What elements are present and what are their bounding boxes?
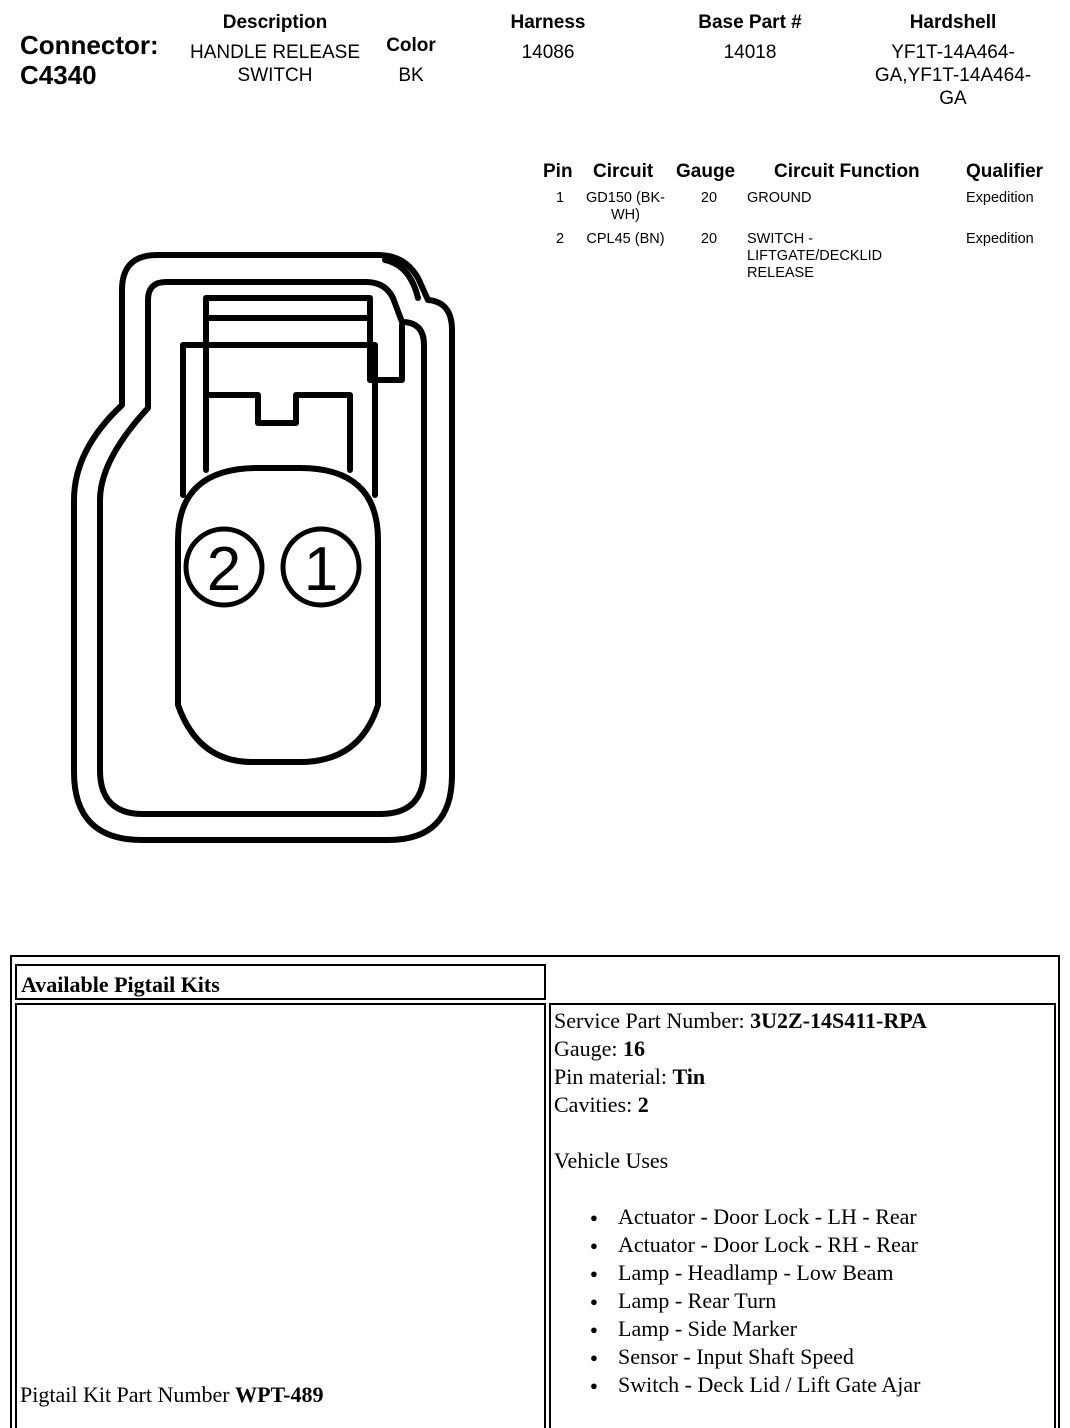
base-part-value: 14018 (723, 42, 777, 63)
list-item: ● Lamp - Side Marker (590, 1315, 927, 1343)
description-value (175, 41, 375, 87)
pin-qualifier: Expedition (966, 231, 1034, 247)
pin-gauge: 20 (700, 190, 718, 206)
circuit-line: WH) (611, 207, 640, 223)
gauge-value: 16 (623, 1036, 646, 1061)
function-line: LIFTGATE/DECKLID (747, 248, 883, 264)
cavities-value: 2 (637, 1092, 649, 1117)
color-value: BK (398, 65, 424, 86)
hardshell-value (858, 41, 1048, 110)
pin-qualifier: Expedition (966, 190, 1034, 206)
service-part-label: Service Part Number: (554, 1008, 751, 1033)
pin-circuit (578, 231, 673, 248)
function-line: GROUND (747, 190, 812, 206)
pin-material-value: Tin (672, 1064, 706, 1089)
col-header-gauge: Gauge (676, 161, 736, 182)
pin-number: 2 (555, 231, 565, 247)
harness-value: 14086 (521, 42, 575, 63)
harness-label: Harness (510, 12, 586, 33)
pin-function (747, 231, 882, 282)
list-item: ● Lamp - Headlamp - Low Beam (590, 1259, 927, 1287)
description-line: SWITCH (237, 65, 313, 86)
gauge-label: Gauge: (554, 1036, 624, 1061)
function-line: RELEASE (747, 265, 814, 281)
list-item: ● Sensor - Input Shaft Speed (590, 1343, 927, 1371)
description-line: HANDLE RELEASE (189, 42, 360, 63)
col-header-pin: Pin (543, 161, 573, 182)
pigtail-kit-part-number (20, 1381, 324, 1409)
hardshell-line: YF1T-14A464- (891, 42, 1015, 63)
connector-id: C4340 (20, 60, 97, 90)
pin-number: 1 (555, 190, 565, 206)
plug-body (178, 468, 378, 762)
pin-circuit (578, 190, 673, 224)
cavities-label: Cavities: (554, 1092, 638, 1117)
pin-cavity-label: 2 (206, 535, 242, 604)
col-header-function: Circuit Function (774, 161, 920, 182)
kit-part-value: WPT-489 (235, 1382, 324, 1407)
connector-title (20, 30, 159, 90)
pigtail-kit-details (549, 1003, 1056, 1428)
pigtail-kits-title: Available Pigtail Kits (15, 964, 546, 1000)
hardshell-line: GA (939, 88, 967, 109)
pin-cavity-label: 1 (303, 535, 339, 604)
service-part-number (554, 1007, 927, 1035)
list-item: ● Lamp - Rear Turn (590, 1287, 927, 1315)
service-part-value: 3U2Z-14S411-RPA (750, 1008, 927, 1033)
pin-gauge: 20 (700, 231, 718, 247)
color-label: Color (386, 35, 436, 56)
base-part-label: Base Part # (698, 12, 802, 33)
description-label: Description (222, 12, 328, 33)
list-item: ● Switch - Deck Lid / Lift Gate Ajar (590, 1371, 927, 1399)
function-line: SWITCH - (747, 231, 814, 247)
kit-part-label: Pigtail Kit Part Number (20, 1382, 236, 1407)
col-header-qualifier: Qualifier (966, 161, 1044, 182)
list-item: ● Actuator - Door Lock - RH - Rear (590, 1231, 927, 1259)
vehicle-uses-label: Vehicle Uses (554, 1148, 669, 1173)
pigtail-kit-left-cell (15, 1003, 546, 1428)
kit-pin-material (554, 1063, 927, 1091)
pin-function (747, 190, 811, 207)
col-header-circuit: Circuit (593, 161, 654, 182)
connector-face-diagram (0, 230, 480, 850)
connector-label: Connector: (20, 30, 159, 60)
hardshell-label: Hardshell (909, 12, 997, 33)
hardshell-line: GA,YF1T-14A464- (874, 65, 1032, 86)
kit-gauge (554, 1035, 927, 1063)
circuit-line: CPL45 (BN) (586, 231, 665, 247)
key-notch (206, 395, 350, 470)
pin-material-label: Pin material: (554, 1064, 673, 1089)
list-item: ● Actuator - Door Lock - LH - Rear (590, 1203, 927, 1231)
circuit-line: GD150 (BK- (586, 190, 665, 206)
vehicle-uses-list (590, 1203, 927, 1399)
kit-cavities (554, 1091, 927, 1119)
